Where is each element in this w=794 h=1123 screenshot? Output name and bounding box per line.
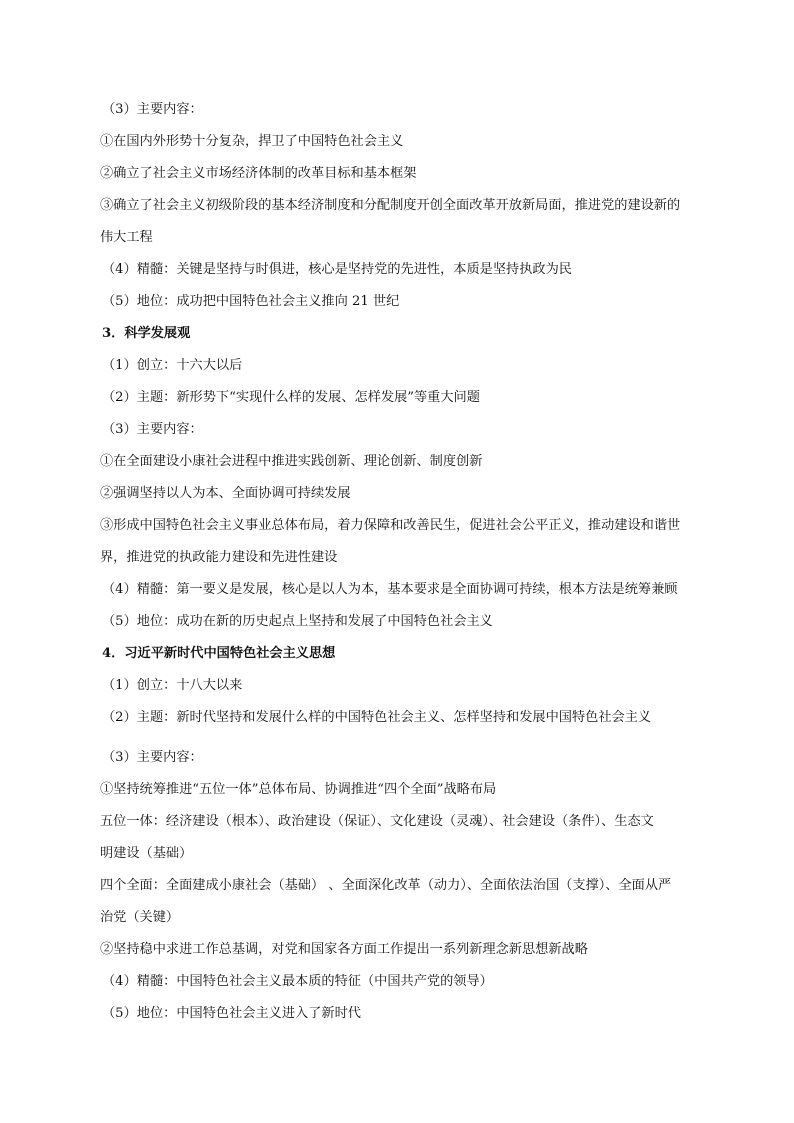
essence-line: （4）精髓：关键是坚持与时俱进，核心是坚持党的先进性，本质是坚持执政为民: [102, 262, 572, 277]
theme-line: （2）主题：新形势下“实现什么样的发展、怎样发展”等重大问题: [102, 390, 480, 405]
five-in-one-line-2: 明建设（基础）: [100, 846, 193, 861]
content-item-1: ①坚持统筹推进“五位一体”总体布局、协调推进“四个全面”战略布局: [100, 782, 497, 797]
status-line: （5）地位：成功在新的历史起点上坚持和发展了中国特色社会主义: [102, 614, 493, 629]
content-item-3-line-2: 界，推进党的执政能力建设和先进性建设: [100, 550, 338, 565]
theme-line: （2）主题：新时代坚持和发展什么样的中国特色社会主义、怎样坚持和发展中国特色社会主义: [102, 710, 652, 725]
five-in-one-line-1: 五位一体：经济建设（根本）、政治建设（保证）、文化建设（灵魂）、社会建设（条件）、生态文: [100, 814, 654, 829]
founding-line: （1）创立：十八大以来: [102, 678, 243, 693]
founding-line: （1）创立：十六大以后: [102, 358, 243, 373]
status-line: （5）地位：中国特色社会主义进入了新时代: [102, 1006, 361, 1021]
content-item-3-line-2: 伟大工程: [100, 230, 153, 245]
section-heading-scientific-outlook: 3．科学发展观: [102, 326, 191, 341]
four-comprehensives-line-2: 治党（关键）: [100, 910, 180, 925]
main-content-heading: （3）主要内容：: [102, 422, 203, 437]
content-item-2: ②强调坚持以人为本、全面协调可持续发展: [100, 486, 351, 501]
four-comprehensives-line-1: 四个全面：全面建成小康社会（基础） 、全面深化改革（动力）、全面依法治国（支撑）、全面从严: [100, 878, 672, 893]
essence-line: （4）精髓：第一要义是发展，核心是以人为本，基本要求是全面协调可持续，根本方法是统筹兼顾: [102, 582, 678, 597]
section-3-main-content-heading: （3）主要内容：: [102, 102, 203, 117]
content-item-3-line-1: ③确立了社会主义初级阶段的基本经济制度和分配制度开创全面改革开放新局面，推进党的建设新的: [100, 198, 681, 213]
section-heading-xi-thought: 4．习近平新时代中国特色社会主义思想: [102, 646, 336, 661]
content-item-2: ②确立了社会主义市场经济体制的改革目标和基本框架: [100, 166, 417, 181]
content-item-3-line-1: ③形成中国特色社会主义事业总体布局，着力保障和改善民生，促进社会公平正义，推动建设和谐世: [100, 518, 681, 533]
content-item-1: ①在全面建设小康社会进程中推进实践创新、理论创新、制度创新: [100, 454, 483, 469]
content-item-1: ①在国内外形势十分复杂，捍卫了中国特色社会主义: [100, 134, 404, 149]
content-item-2: ②坚持稳中求进工作总基调，对党和国家各方面工作提出一系列新理念新思想新战略: [100, 942, 588, 957]
essence-line: （4）精髓：中国特色社会主义最本质的特征（中国共产党的领导）: [102, 974, 493, 989]
main-content-heading: （3）主要内容：: [102, 750, 203, 765]
status-line: （5）地位：成功把中国特色社会主义推向 21 世纪: [102, 294, 400, 309]
